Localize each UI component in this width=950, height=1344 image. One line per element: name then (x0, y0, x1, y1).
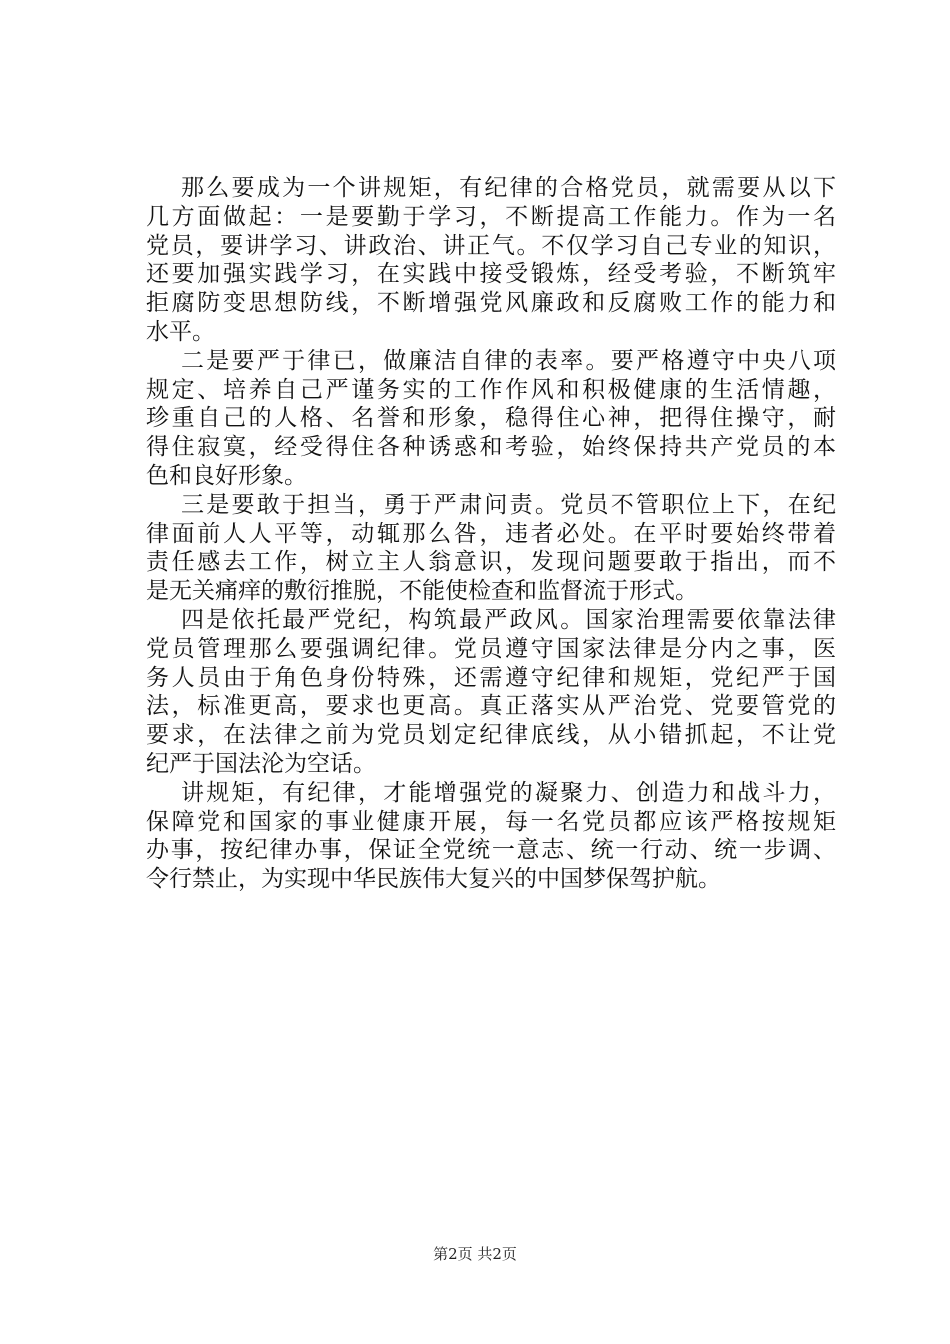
text-line: 办事，按纪律办事，保证全党统一意志、统一行动、统一步调、 (146, 837, 836, 864)
text-line: 务人员由于角色身份特殊，还需遵守纪律和规矩，党纪严于国 (146, 664, 836, 691)
text-line: 得住寂寞，经受得住各种诱惑和考验，始终保持共产党员的本 (146, 434, 836, 461)
text-line: 纪严于国法沦为空话。 (146, 750, 376, 777)
text-line: 令行禁止，为实现中华民族伟大复兴的中国梦保驾护航。 (146, 866, 721, 893)
text-line: 拒腐防变思想防线，不断增强党风廉政和反腐败工作的能力和 (146, 290, 836, 317)
paragraph-4 (146, 606, 836, 779)
text-line: 那么要成为一个讲规矩，有纪律的合格党员，就需要从以下 (181, 175, 836, 201)
page-number-label: 第2页 共2页 (433, 1245, 517, 1263)
text-line: 水平。 (146, 318, 215, 345)
paragraph-1 (146, 174, 836, 347)
page-footer (0, 1244, 950, 1264)
paragraph-3 (146, 491, 836, 606)
text-line: 三是要敢于担当，勇于严肃问责。党员不管职位上下，在纪 (181, 491, 836, 518)
text-line: 四是依托最严党纪，构筑最严政风。国家治理需要依靠法律 (181, 606, 836, 633)
text-line: 色和良好形象。 (146, 462, 307, 489)
text-line: 责任感去工作，树立主人翁意识，发现问题要敢于指出，而不 (146, 549, 836, 576)
text-line: 规定、培养自己严谨务实的工作作风和积极健康的生活情趣， (146, 376, 836, 403)
text-line: 几方面做起：一是要勤于学习，不断提高工作能力。作为一名 (146, 203, 836, 230)
text-line: 保障党和国家的事业健康开展，每一名党员都应该严格按规矩 (146, 808, 836, 835)
text-line: 讲规矩，有纪律，才能增强党的凝聚力、创造力和战斗力， (181, 779, 836, 806)
text-line: 法，标准更高，要求也更高。真正落实从严治党、党要管党的 (146, 693, 836, 720)
text-line: 律面前人人平等，动辄那么咎，违者必处。在平时要始终带着 (146, 520, 836, 547)
paragraph-5 (146, 779, 836, 894)
text-line: 党员管理那么要强调纪律。党员遵守国家法律是分内之事，医 (146, 635, 836, 662)
text-line: 党员，要讲学习、讲政治、讲正气。不仅学习自己专业的知识， (146, 232, 836, 259)
text-line: 珍重自己的人格、名誉和形象，稳得住心神，把得住操守，耐 (146, 405, 836, 432)
paragraph-2 (146, 347, 836, 491)
text-line: 是无关痛痒的敷衍推脱，不能使检查和监督流于形式。 (146, 578, 698, 605)
text-line: 还要加强实践学习，在实践中接受锻炼，经受考验，不断筑牢 (146, 261, 836, 288)
body-text (146, 174, 836, 894)
text-line: 要求，在法律之前为党员划定纪律底线，从小错抓起，不让党 (146, 722, 836, 749)
text-line: 二是要严于律已，做廉洁自律的表率。要严格遵守中央八项 (181, 347, 836, 374)
